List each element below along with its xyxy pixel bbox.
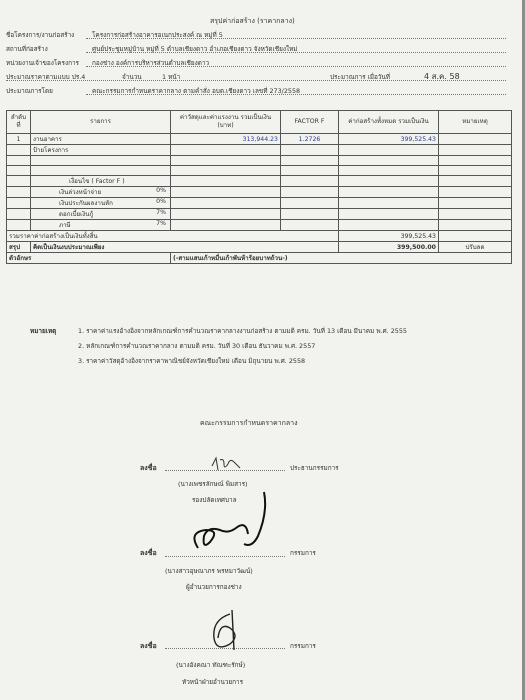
note-item: 2. หลักเกณฑ์การคำนวณราคากลาง ตามมติ ครม. วันที่ 30 เดือน ธันวาคม พ.ศ. 2557 bbox=[78, 342, 316, 350]
col-factor-header: FACTOR F bbox=[281, 111, 339, 134]
table-row bbox=[7, 166, 512, 176]
col-item-header: รายการ bbox=[31, 111, 171, 134]
text-amount-row bbox=[7, 253, 512, 264]
summary-value: 399,525.43 bbox=[339, 231, 439, 242]
factor-row bbox=[7, 187, 512, 198]
factor-row bbox=[7, 220, 512, 231]
member-position: รองปลัดเทศบาล bbox=[192, 496, 237, 504]
sign-label: ลงชื่อ bbox=[140, 464, 157, 472]
cost-table bbox=[6, 110, 512, 264]
signature-1 bbox=[208, 452, 248, 476]
estimator-value: คณะกรรมการกำหนดราคากลาง ตามคำสั่ง อบต.เชียงดาว เลขที่ 273/2558 bbox=[92, 87, 301, 95]
table-row bbox=[7, 134, 512, 145]
rounded-remark: ปรับลด bbox=[439, 242, 512, 253]
factor-value: 0% bbox=[156, 187, 166, 194]
table-row bbox=[7, 145, 512, 156]
factor-label: เงินล่วงหน้าจ่าย 0% bbox=[31, 187, 171, 198]
sign-label: ลงชื่อ bbox=[140, 642, 157, 650]
estimator-label: ประมาณการโดย bbox=[6, 87, 53, 95]
agency-label: หน่วยงานเจ้าของโครงการ bbox=[6, 59, 79, 67]
factor-label: ภาษี 7% bbox=[31, 220, 171, 231]
notes-label: หมายเหตุ bbox=[30, 327, 57, 335]
project-label: ชื่อโครงการ/งานก่อสร้าง bbox=[6, 31, 75, 39]
note-item: 1. ราคาค่าแรงอ้างอิงจากหลักเกณฑ์การคำนวณราคากลางงานก่อสร้าง ตามมติ ครม. วันที่ 13 เดือน มีนาคม พ.ศ. 2555 bbox=[78, 327, 407, 335]
committee-title: คณะกรรมการกำหนดราคากลาง bbox=[200, 419, 298, 427]
factor-value: 0% bbox=[156, 198, 166, 205]
factor-row bbox=[7, 209, 512, 220]
conclusion-tag: สรุป bbox=[7, 242, 31, 253]
project-value: โครงการก่อสร้างอาคารอเนกประสงค์ ณ หมู่ที่ 5 bbox=[92, 31, 223, 39]
factor-row bbox=[7, 198, 512, 209]
count-label: จำนวน bbox=[122, 73, 142, 81]
row-total bbox=[339, 145, 439, 156]
factor-label: ดอกเบี้ยเงินกู้ 7% bbox=[31, 209, 171, 220]
member-name: (นางอังคณา ทัณฑะรักษ์) bbox=[176, 661, 246, 669]
rounded-value: 399,500.00 bbox=[339, 242, 439, 253]
summary-row bbox=[7, 231, 512, 242]
dotted-line bbox=[86, 94, 506, 95]
document-title: สรุปค่าก่อสร้าง (ราคากลาง) bbox=[210, 17, 295, 25]
row-total: 399,525.43 bbox=[339, 134, 439, 145]
row-remark bbox=[439, 145, 512, 156]
table-row bbox=[7, 156, 512, 166]
col-total-header: ค่าก่อสร้างทั้งหมด รวมเป็นเงิน bbox=[339, 111, 439, 134]
signature-3 bbox=[200, 606, 250, 656]
row-no bbox=[7, 145, 31, 156]
location-label: สถานที่ก่อสร้าง bbox=[6, 45, 48, 53]
row-item: งานอาคาร bbox=[31, 134, 171, 145]
count-value: 1 หน้า bbox=[162, 73, 181, 81]
row-no: 1 bbox=[7, 134, 31, 145]
agency-value: กองช่าง องค์การบริหารส่วนตำบลเชียงดาว bbox=[92, 59, 210, 67]
text-amount-label: ตัวอักษร bbox=[7, 253, 171, 264]
col-no-header: ลำดับที่ bbox=[7, 111, 31, 134]
row-item: ป้ายโครงการ bbox=[31, 145, 171, 156]
member-role: กรรมการ bbox=[290, 642, 316, 650]
factor-title: เงื่อนไข ( Factor F ) bbox=[31, 176, 171, 187]
row-remark bbox=[439, 134, 512, 145]
note-item: 3. ราคาค่าวัสดุอ้างอิงจากราคาพาณิชย์จังหวัดเชียงใหม่ เดือน มิถุนายน พ.ศ. 2558 bbox=[78, 357, 306, 365]
form-no-label: ประมาณราคาตามแบบ ปร.4 bbox=[6, 73, 86, 81]
row-material: 313,944.23 bbox=[171, 134, 281, 145]
dotted-line bbox=[86, 38, 506, 39]
row-factor bbox=[281, 145, 339, 156]
member-role: กรรมการ bbox=[290, 549, 316, 557]
rounded-label: คิดเป็นเงินงบประมาณเพียง bbox=[31, 242, 339, 253]
row-material bbox=[171, 145, 281, 156]
col-material-header: ค่าวัสดุและค่าแรงงาน รวมเป็นเงิน (บาท) bbox=[171, 111, 281, 134]
estimate-date-label: ประมาณการ เมื่อวันที่ bbox=[330, 73, 390, 81]
signature-2 bbox=[178, 488, 278, 558]
member-role: ประธานกรรมการ bbox=[290, 464, 339, 472]
estimate-date-value: 4 ส.ค. 58 bbox=[424, 72, 460, 81]
dotted-line bbox=[6, 80, 506, 81]
factor-value: 7% bbox=[156, 209, 166, 216]
member-name: (นางสาวอุษณาภร พรหมาวัฒน์) bbox=[165, 567, 253, 575]
summary-label: รวมราคาค่าก่อสร้างเป็นเงินทั้งสิ้น bbox=[7, 231, 339, 242]
rounded-row bbox=[7, 242, 512, 253]
factor-value: 7% bbox=[156, 220, 166, 227]
member-position: ผู้อำนวยการกองช่าง bbox=[186, 583, 242, 591]
factor-label: เงินประกันผลงานหัก 0% bbox=[31, 198, 171, 209]
sign-label: ลงชื่อ bbox=[140, 549, 157, 557]
col-remark-header: หมายเหตุ bbox=[439, 111, 512, 134]
member-position: หัวหน้าฝ่ายอำนวยการ bbox=[182, 678, 244, 686]
factor-title-row bbox=[7, 176, 512, 187]
member-name: (นางเพชรลักษณ์ พิมสาร) bbox=[178, 480, 248, 488]
table-header-row bbox=[7, 111, 512, 134]
dotted-line bbox=[86, 52, 506, 53]
location-value: ศูนย์ประชุมหมู่บ้าน หมู่ที่ 5 ตำบลเชียงดาว อำเภอเชียงดาว จังหวัดเชียงใหม่ bbox=[92, 45, 298, 53]
dotted-line bbox=[86, 66, 506, 67]
text-amount-value: (-สามแสนเก้าหมื่นเก้าพันห้าร้อยบาทถ้วน-) bbox=[171, 253, 512, 264]
row-factor: 1.2726 bbox=[281, 134, 339, 145]
